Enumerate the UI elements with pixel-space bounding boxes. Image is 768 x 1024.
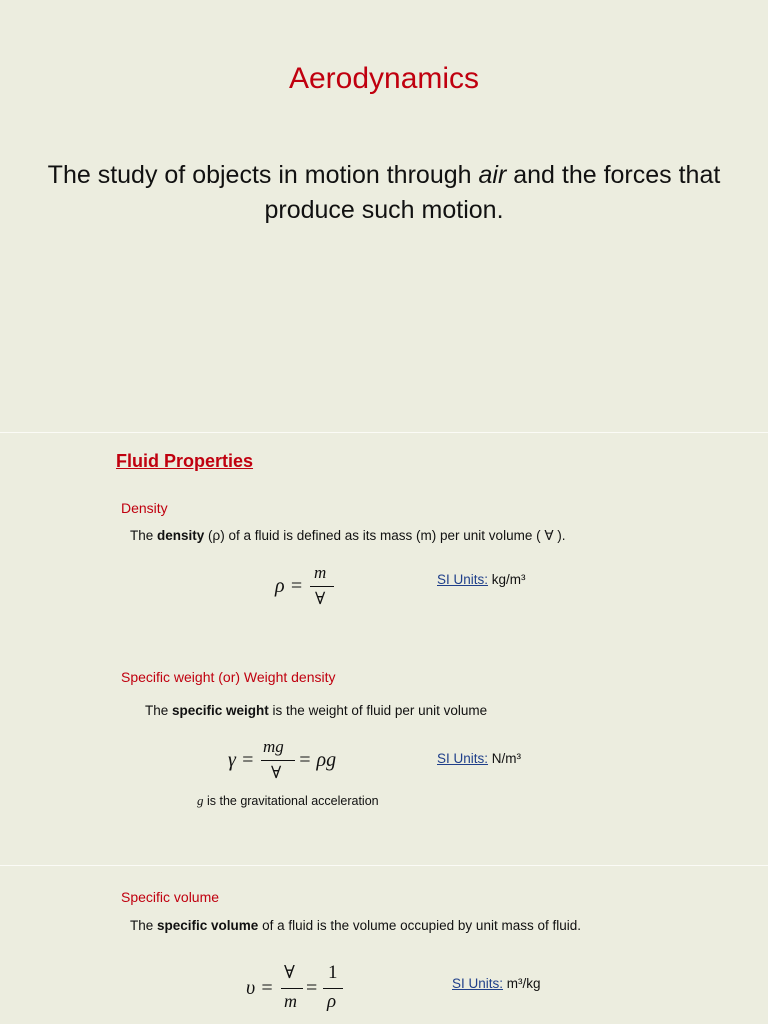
specific-volume-eq-lhs: υ = — [246, 977, 274, 999]
si-units-label: SI Units: — [437, 572, 489, 587]
fraction-bar — [323, 988, 343, 989]
specific-weight-eq-fraction — [261, 735, 295, 785]
specific-volume-eq-equals: = — [306, 977, 318, 999]
density-text-bold: density — [157, 528, 205, 543]
specific-weight-eq-lhs: γ = — [228, 749, 255, 771]
density-eq-numerator: m — [314, 563, 327, 582]
si-units-label: SI Units: — [452, 976, 504, 991]
specific-volume-text-pre: The — [130, 918, 158, 933]
density-definition — [130, 528, 566, 544]
specific-volume-eq-fraction-1 — [281, 962, 303, 1018]
density-text-post: (ρ) of a fluid is defined as its mass (m) per unit volume ( ∀ ). — [204, 528, 566, 543]
intro-text-emphasis: air — [478, 161, 507, 189]
specific-weight-eq-denominator: ∀ — [271, 763, 282, 782]
specific-weight-definition — [145, 703, 487, 718]
density-eq-lhs: ρ = — [275, 575, 304, 597]
specific-volume-eq-numerator-1: ∀ — [284, 962, 295, 982]
slide-specific-volume — [0, 866, 768, 1024]
specific-volume-text-bold: specific volume — [157, 918, 259, 933]
si-units-value: N/m³ — [488, 751, 522, 766]
intro-text-part1: The study of objects in motion through — [47, 161, 479, 189]
specific-weight-si-units — [437, 751, 521, 766]
density-eq-fraction — [310, 561, 334, 611]
si-units-value: kg/m³ — [488, 572, 526, 587]
si-units-value: m³/kg — [503, 976, 541, 991]
intro-definition — [30, 158, 738, 228]
density-eq-denominator: ∀ — [315, 589, 326, 608]
slide-fluid-properties — [0, 433, 768, 865]
specific-volume-definition — [130, 918, 581, 933]
fraction-bar — [310, 586, 334, 587]
specific-weight-text-bold: specific weight — [172, 703, 269, 718]
fraction-bar — [281, 988, 303, 989]
specific-volume-eq-denominator-2: ρ — [327, 991, 337, 1012]
specific-weight-text-pre: The — [145, 703, 173, 718]
specific-weight-eq-rhs: = ρg — [298, 749, 337, 771]
specific-weight-subheading: Specific weight (or) Weight density — [121, 669, 336, 685]
gravity-note — [197, 793, 379, 809]
specific-volume-si-units — [452, 976, 541, 991]
si-units-label: SI Units: — [437, 751, 489, 766]
specific-weight-eq-numerator: mg — [263, 737, 284, 756]
slide-title: Aerodynamics — [288, 62, 480, 95]
section-heading: Fluid Properties — [116, 451, 254, 471]
gravity-note-symbol: g — [197, 793, 204, 808]
density-si-units — [437, 572, 526, 587]
specific-volume-subheading: Specific volume — [121, 889, 220, 905]
specific-volume-eq-fraction-2 — [323, 962, 343, 1018]
fraction-bar — [261, 760, 295, 761]
specific-volume-eq-denominator-1: m — [284, 991, 297, 1011]
specific-weight-text-post: is the weight of fluid per unit volume — [268, 703, 488, 718]
density-text-pre: The — [130, 528, 158, 543]
density-subheading: Density — [121, 500, 168, 516]
intro-text-part2: and the forces that produce such motion. — [264, 161, 721, 224]
gravity-note-text: is the gravitational acceleration — [203, 794, 379, 808]
slide-aerodynamics — [0, 0, 768, 432]
specific-volume-text-post: of a fluid is the volume occupied by unit mass of fluid. — [258, 918, 581, 933]
specific-volume-eq-numerator-2: 1 — [328, 962, 338, 983]
